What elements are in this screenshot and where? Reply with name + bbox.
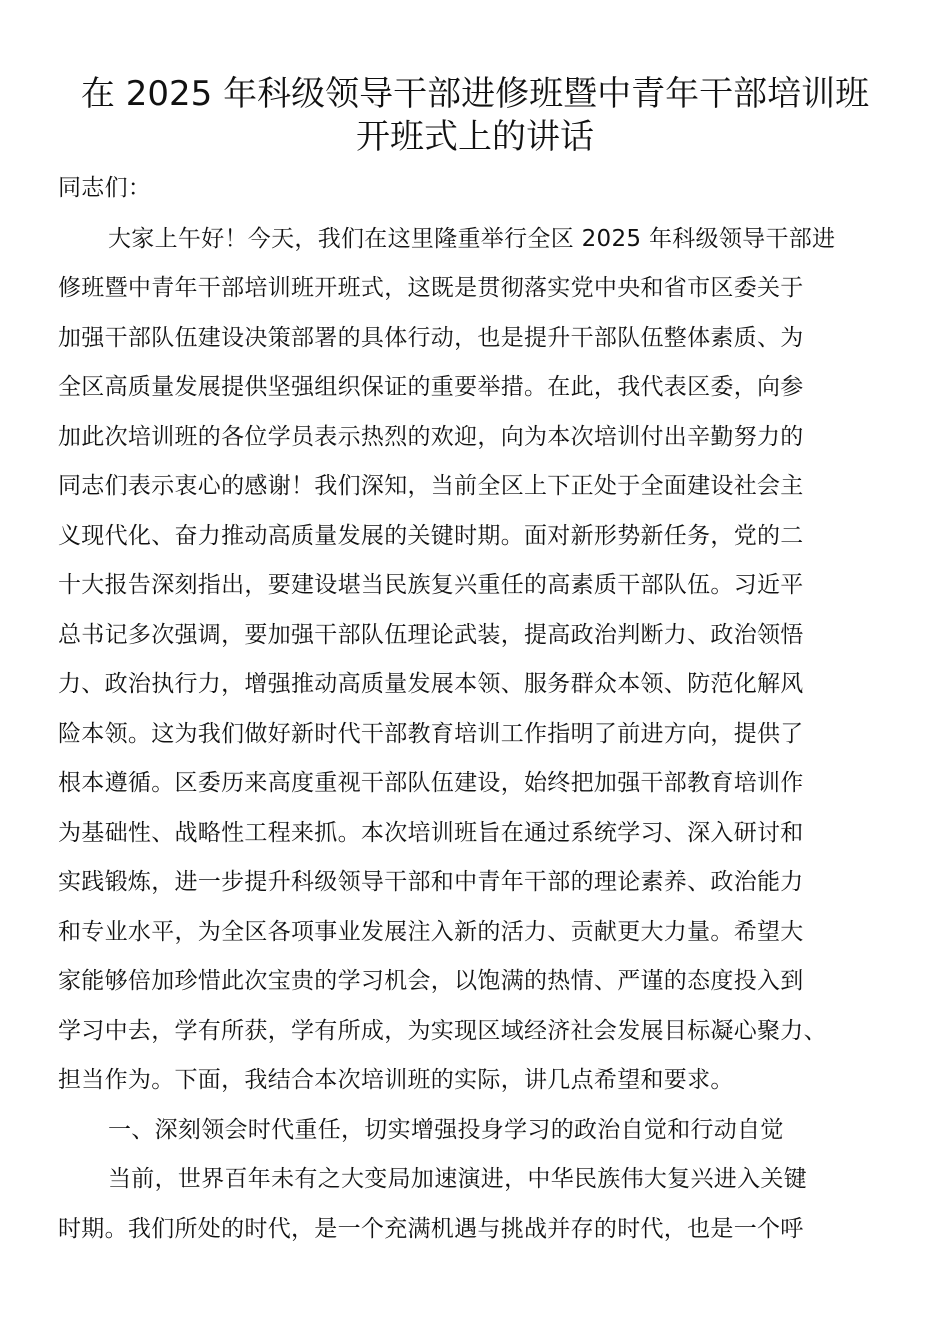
paragraph-line: 修班暨中青年干部培训班开班式，这既是贯彻落实党中央和省市区委关于 bbox=[58, 275, 804, 301]
paragraph-line: 全区高质量发展提供坚强组织保证的重要举措。在此，我代表区委，向参 bbox=[58, 374, 804, 400]
paragraph-line: 家能够倍加珍惜此次宝贵的学习机会，以饱满的热情、严谨的态度投入到 bbox=[58, 968, 804, 994]
paragraph-line: 学习中去，学有所获，学有所成，为实现区域经济社会发展目标凝心聚力、 bbox=[58, 1018, 827, 1044]
paragraph-line: 根本遵循。区委历来高度重视干部队伍建设，始终把加强干部教育培训作 bbox=[58, 770, 804, 796]
paragraph-line: 十大报告深刻指出，要建设堪当民族复兴重任的高素质干部队伍。习近平 bbox=[58, 572, 804, 598]
paragraph-line: 加强干部队伍建设决策部署的具体行动，也是提升干部队伍整体素质、为 bbox=[58, 325, 804, 351]
document-title-line-1: 在 2025 年科级领导干部进修班暨中青年干部培训班 bbox=[80, 74, 870, 114]
paragraph-line: 同志们表示衷心的感谢！我们深知，当前全区上下正处于全面建设社会主 bbox=[58, 473, 804, 499]
paragraph-line: 加此次培训班的各位学员表示热烈的欢迎，向为本次培训付出辛勤努力的 bbox=[58, 424, 804, 450]
paragraph-line: 力、政治执行力，增强推动高质量发展本领、服务群众本领、防范化解风 bbox=[58, 671, 804, 697]
paragraph-line: 担当作为。下面，我结合本次培训班的实际，讲几点希望和要求。 bbox=[58, 1067, 734, 1093]
document-title-line-2: 开班式上的讲话 bbox=[356, 117, 594, 157]
section-heading: 一、深刻领会时代重任，切实增强投身学习的政治自觉和行动自觉 bbox=[108, 1117, 784, 1143]
paragraph-line: 义现代化、奋力推动高质量发展的关键时期。面对新形势新任务，党的二 bbox=[58, 523, 804, 549]
paragraph-line: 当前，世界百年未有之大变局加速演进，中华民族伟大复兴进入关键 bbox=[108, 1166, 807, 1192]
paragraph-line: 为基础性、战略性工程来抓。本次培训班旨在通过系统学习、深入研讨和 bbox=[58, 820, 804, 846]
paragraph-line: 大家上午好！今天，我们在这里隆重举行全区 2025 年科级领导干部进 bbox=[108, 226, 836, 252]
paragraph-line: 时期。我们所处的时代，是一个充满机遇与挑战并存的时代，也是一个呼 bbox=[58, 1216, 804, 1242]
paragraph-line: 险本领。这为我们做好新时代干部教育培训工作指明了前进方向，提供了 bbox=[58, 721, 804, 747]
salutation: 同志们： bbox=[58, 175, 152, 201]
paragraph-line: 实践锻炼，进一步提升科级领导干部和中青年干部的理论素养、政治能力 bbox=[58, 869, 804, 895]
paragraph-line: 总书记多次强调，要加强干部队伍理论武装，提高政治判断力、政治领悟 bbox=[58, 622, 804, 648]
paragraph-line: 和专业水平，为全区各项事业发展注入新的活力、贡献更大力量。希望大 bbox=[58, 919, 804, 945]
